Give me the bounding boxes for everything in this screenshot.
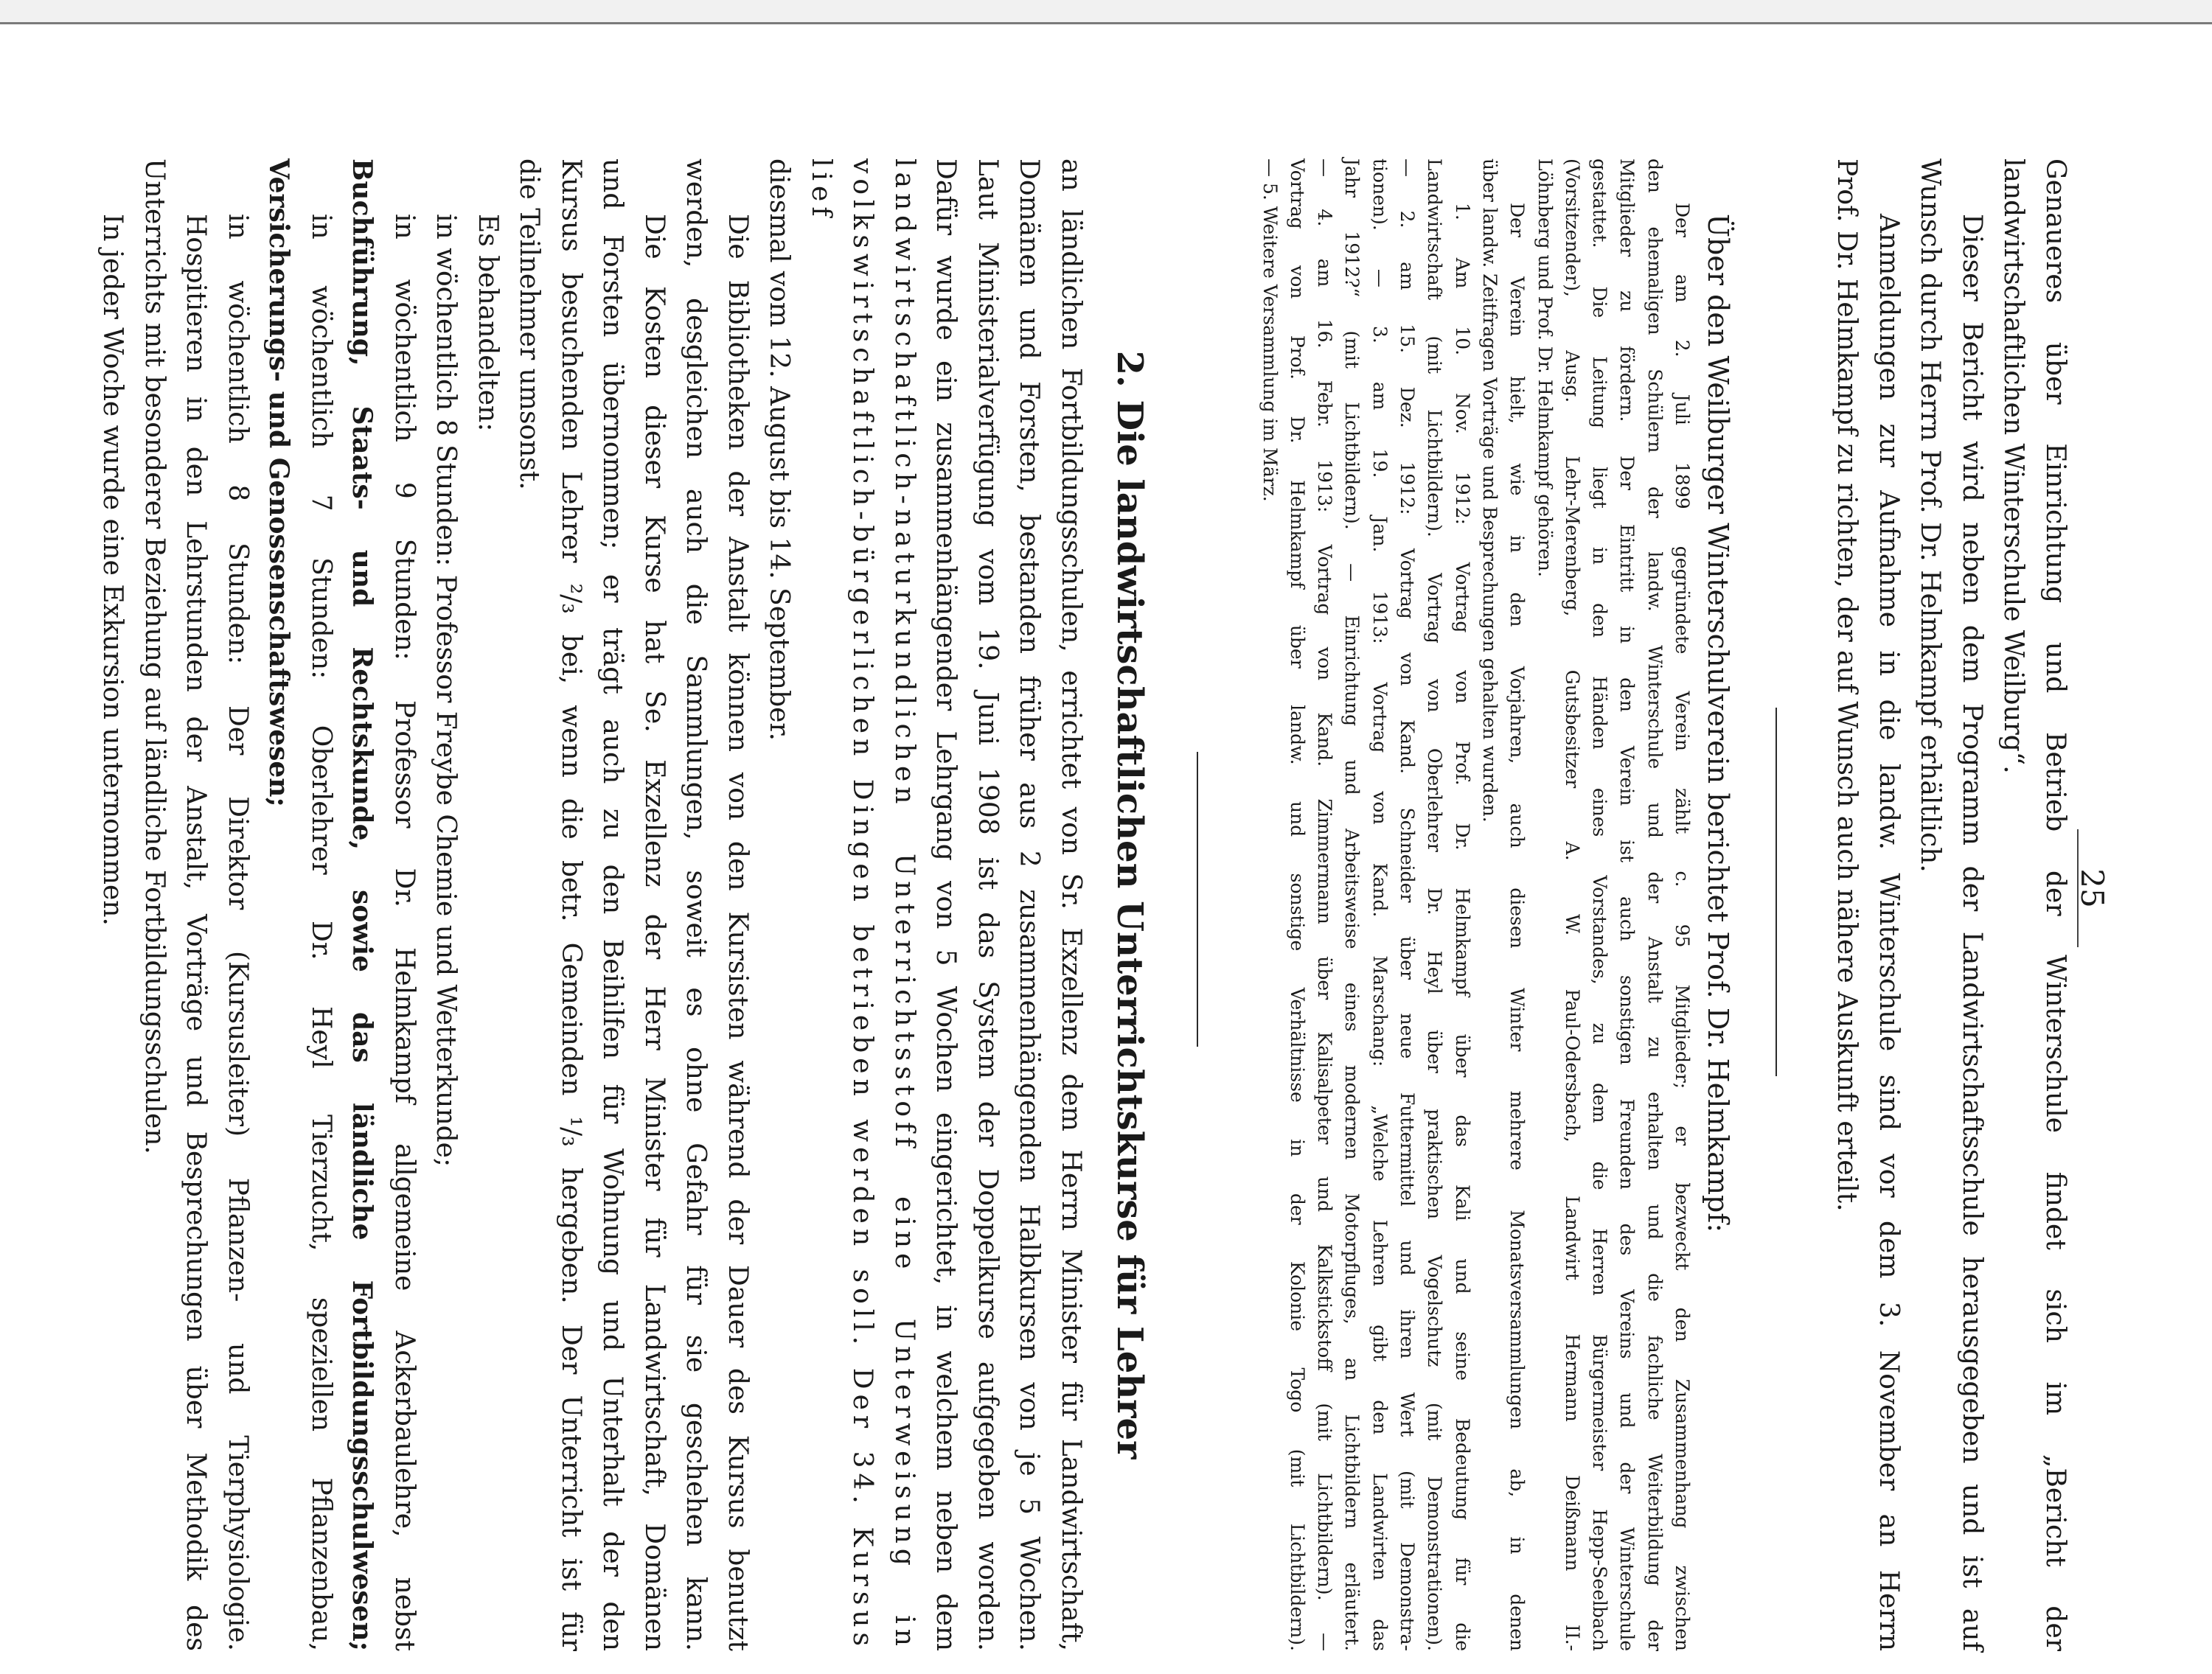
page-number-ornament xyxy=(2077,829,2079,947)
verein-line: Jahr 1912?“ (mit Lichtbildern). — Einrichtung und Arbeitsweise eines modernen Motorpfluges, an Lichtbildern erläutert. xyxy=(1341,158,1363,1651)
verein-line: über landw. Zeitfragen Vorträge und Besprechungen gehalten wurden. xyxy=(1478,158,1500,823)
verein-line: gestattet. Die Leitung liegt in den Händen eines Vorstandes, zu dem die Herren Bürgermeister Hepp-Seelbach xyxy=(1589,158,1611,1651)
section-line: in wöchentlich 7 Stunden: Oberlehrer Dr. Heyl Tierzucht, speziellen Pflanzenbau, xyxy=(306,214,336,1651)
section-line: an ländlichen Fortbildungsschulen, errichtet von Sr. Exzellenz dem Herrn Minister für Landwirtschaft, xyxy=(1056,158,1086,1651)
section-line: in wöchentlich 9 Stunden: Professor Dr. Helmkampf allgemeine Ackerbaulehre, nebst xyxy=(389,214,420,1651)
verein-title: Über den Weilburger Winterschulverein berichtet Prof. Dr. Helmkampf: xyxy=(1702,214,1734,1233)
verein-line: — 5. Weitere Versammlung im März. xyxy=(1259,158,1281,502)
section-heading: 2. Die landwirtschaftlichen Unterrichtskurse für Lehrer xyxy=(1109,350,1150,1459)
section-line: Es behandelten: xyxy=(473,214,503,432)
verein-line: Landwirtschaft (mit Lichtbildern). Vortrag von Oberlehrer Dr. Heyl über praktischen Vogelschutz (mit Demonstrationen). xyxy=(1424,158,1446,1651)
section-line: die Teilnehmer umsonst. xyxy=(514,158,545,490)
section-line: in wöchentlich 8 Stunden: Professor Freybe Chemie und Wetterkunde; xyxy=(431,214,462,1168)
verein-line: tionen). — 3. am 19. Jan. 1913: Vortrag von Kand. Marschang: „Welche Lehren gibt den Landwirten das xyxy=(1368,158,1391,1651)
section-line: landwirtschaftlich-naturkundlichen Unterrichtsstoff eine Unterweisung in xyxy=(889,158,919,1651)
section-line: Dafür wurde ein zusammenhängender Lehrgang von 5 Wochen eingerichtet, in welchem neben dem xyxy=(931,158,961,1651)
intro-line: Prof. Dr. Helmkampf zu richten, der auf Wunsch auch nähere Auskunft erteilt. xyxy=(1832,158,1863,1212)
verein-line: den ehemaligen Schülern der landw. Winterschule und der Anstalt zu erhalten und die fachliche Weiterbildung der xyxy=(1644,158,1666,1651)
verein-line: — 4. am 16. Febr. 1913: Vortrag von Kand. Zimmermann über Kalisalpeter und Kalkstickstoff (mit Lichtbildern). — xyxy=(1314,158,1336,1651)
document-page xyxy=(97,88,2112,1655)
section-line: werden, desgleichen auch die Sammlungen, soweit es ohne Gefahr für sie geschehen kann. xyxy=(681,158,712,1651)
section-line: Laut Ministerialverfügung vom 19. Juni 1908 ist das System der Doppelkurse aufgegeben worden. xyxy=(973,158,1003,1651)
verein-line: — 2. am 15. Dez. 1912: Vortrag von Kand. Schneider über neue Futtermittel und ihren Wert (mit Demonstra- xyxy=(1397,158,1419,1651)
scanner-top-edge xyxy=(0,0,2212,24)
intro-paragraphs xyxy=(1826,158,2076,1651)
verein-section xyxy=(1256,158,1740,1651)
lehrerkurse-section xyxy=(91,158,1091,1651)
verein-line: (Vorsitzender), Ausg. Lehr-Merenberg, Gutsbesitzer A. W. Paul-Odersbach, Landwirt Hermann Deißmann II.- xyxy=(1561,158,1583,1651)
section-divider xyxy=(1775,708,1777,1076)
section-divider xyxy=(1197,752,1198,1047)
verein-report xyxy=(1256,158,1696,1651)
verein-line: Der Verein hielt, wie in den Vorjahren, auch diesen Winter mehrere Monatsversammlungen ab, in denen xyxy=(1506,203,1528,1651)
section-line: Domänen und Forsten, bestanden früher aus 2 zusammenhängenden Halbkursen von je 5 Wochen. xyxy=(1014,158,1045,1651)
section-line: Hospitieren in den Lehrstunden der Anstalt, Vorträge und Besprechungen über Methodik des xyxy=(181,214,212,1651)
section-line: In jeder Woche wurde eine Exkursion unternommen. xyxy=(97,214,128,926)
section-line: in wöchentlich 8 Stunden: Der Direktor (Kursusleiter) Pflanzen- und Tierphysiologie. xyxy=(223,214,253,1651)
section-line: Buchführung, Staats- und Rechtskunde, sowie das ländliche Fortbildungsschulwesen; xyxy=(347,158,378,1651)
section-line: diesmal vom 12. August bis 14. September. xyxy=(764,158,795,742)
section-line: Die Kosten dieser Kurse hat Se. Exzellenz der Herr Minister für Landwirtschaft, Domänen xyxy=(639,214,669,1651)
intro-line: landwirtschaftlichen Winterschule Weilburg“. xyxy=(1998,158,2029,774)
page-number: 25 xyxy=(2074,868,2110,908)
section-line: Kursus besuchenden Lehrer ²/₃ bei, wenn die betr. Gemeinden ¹/₃ hergeben. Der Unterricht ist für xyxy=(556,158,586,1651)
intro-line: Wunsch durch Herrn Prof. Dr. Helmkampf erhältlich. xyxy=(1915,158,1946,873)
section-line: Unterrichts mit besonderer Beziehung auf ländliche Fortbildungsschulen. xyxy=(139,158,170,1154)
verein-line: Mitglieder zu fördern. Der Eintritt in den Verein ist auch sonstigen Freunden des Vereins und der Winterschule xyxy=(1616,158,1638,1651)
section-line: und Forsten übernommen; er trägt auch zu den Beihilfen für Wohnung und Unterhalt der den xyxy=(597,158,628,1651)
verein-line: Vortrag von Prof. Dr. Helmkampf über landw. und sonstige Verhältnisse in der Kolonie Togo (mit Lichtbildern). xyxy=(1286,158,1308,1651)
section-line: Versicherungs- und Genossenschaftswesen; xyxy=(263,158,295,807)
verein-line: Der am 2. Juli 1899 gegründete Verein zählt c. 95 Mitglieder; er bezweckt den Zusammenhang zwischen xyxy=(1672,203,1693,1651)
intro-line: Genaueres über Einrichtung und Betrieb der Winterschule findet sich im „Bericht der xyxy=(2040,158,2070,1651)
section-line: Die Bibliotheken der Anstalt können von den Kursisten während der Dauer des Kursus benutzt xyxy=(723,214,753,1651)
intro-line: Anmeldungen zur Aufnahme in die landw. Winterschule sind vor dem 3. November an Herrn xyxy=(1874,214,1904,1651)
verein-line: Löhnberg und Prof. Dr. Helmkampf gehören. xyxy=(1534,158,1556,577)
section-line: volkswirtschaftlich-bürgerlichen Dingen betrieben werden soll. Der 34. Kursus lief xyxy=(806,158,878,1651)
intro-line: Dieser Bericht wird neben dem Programm der Landwirtschaftsschule herausgegeben und ist auf xyxy=(1957,214,1987,1651)
verein-line: 1. Am 10. Nov. 1912: Vortrag von Prof. Dr. Helmkampf über das Kali und seine Bedeutung für die xyxy=(1451,203,1473,1651)
